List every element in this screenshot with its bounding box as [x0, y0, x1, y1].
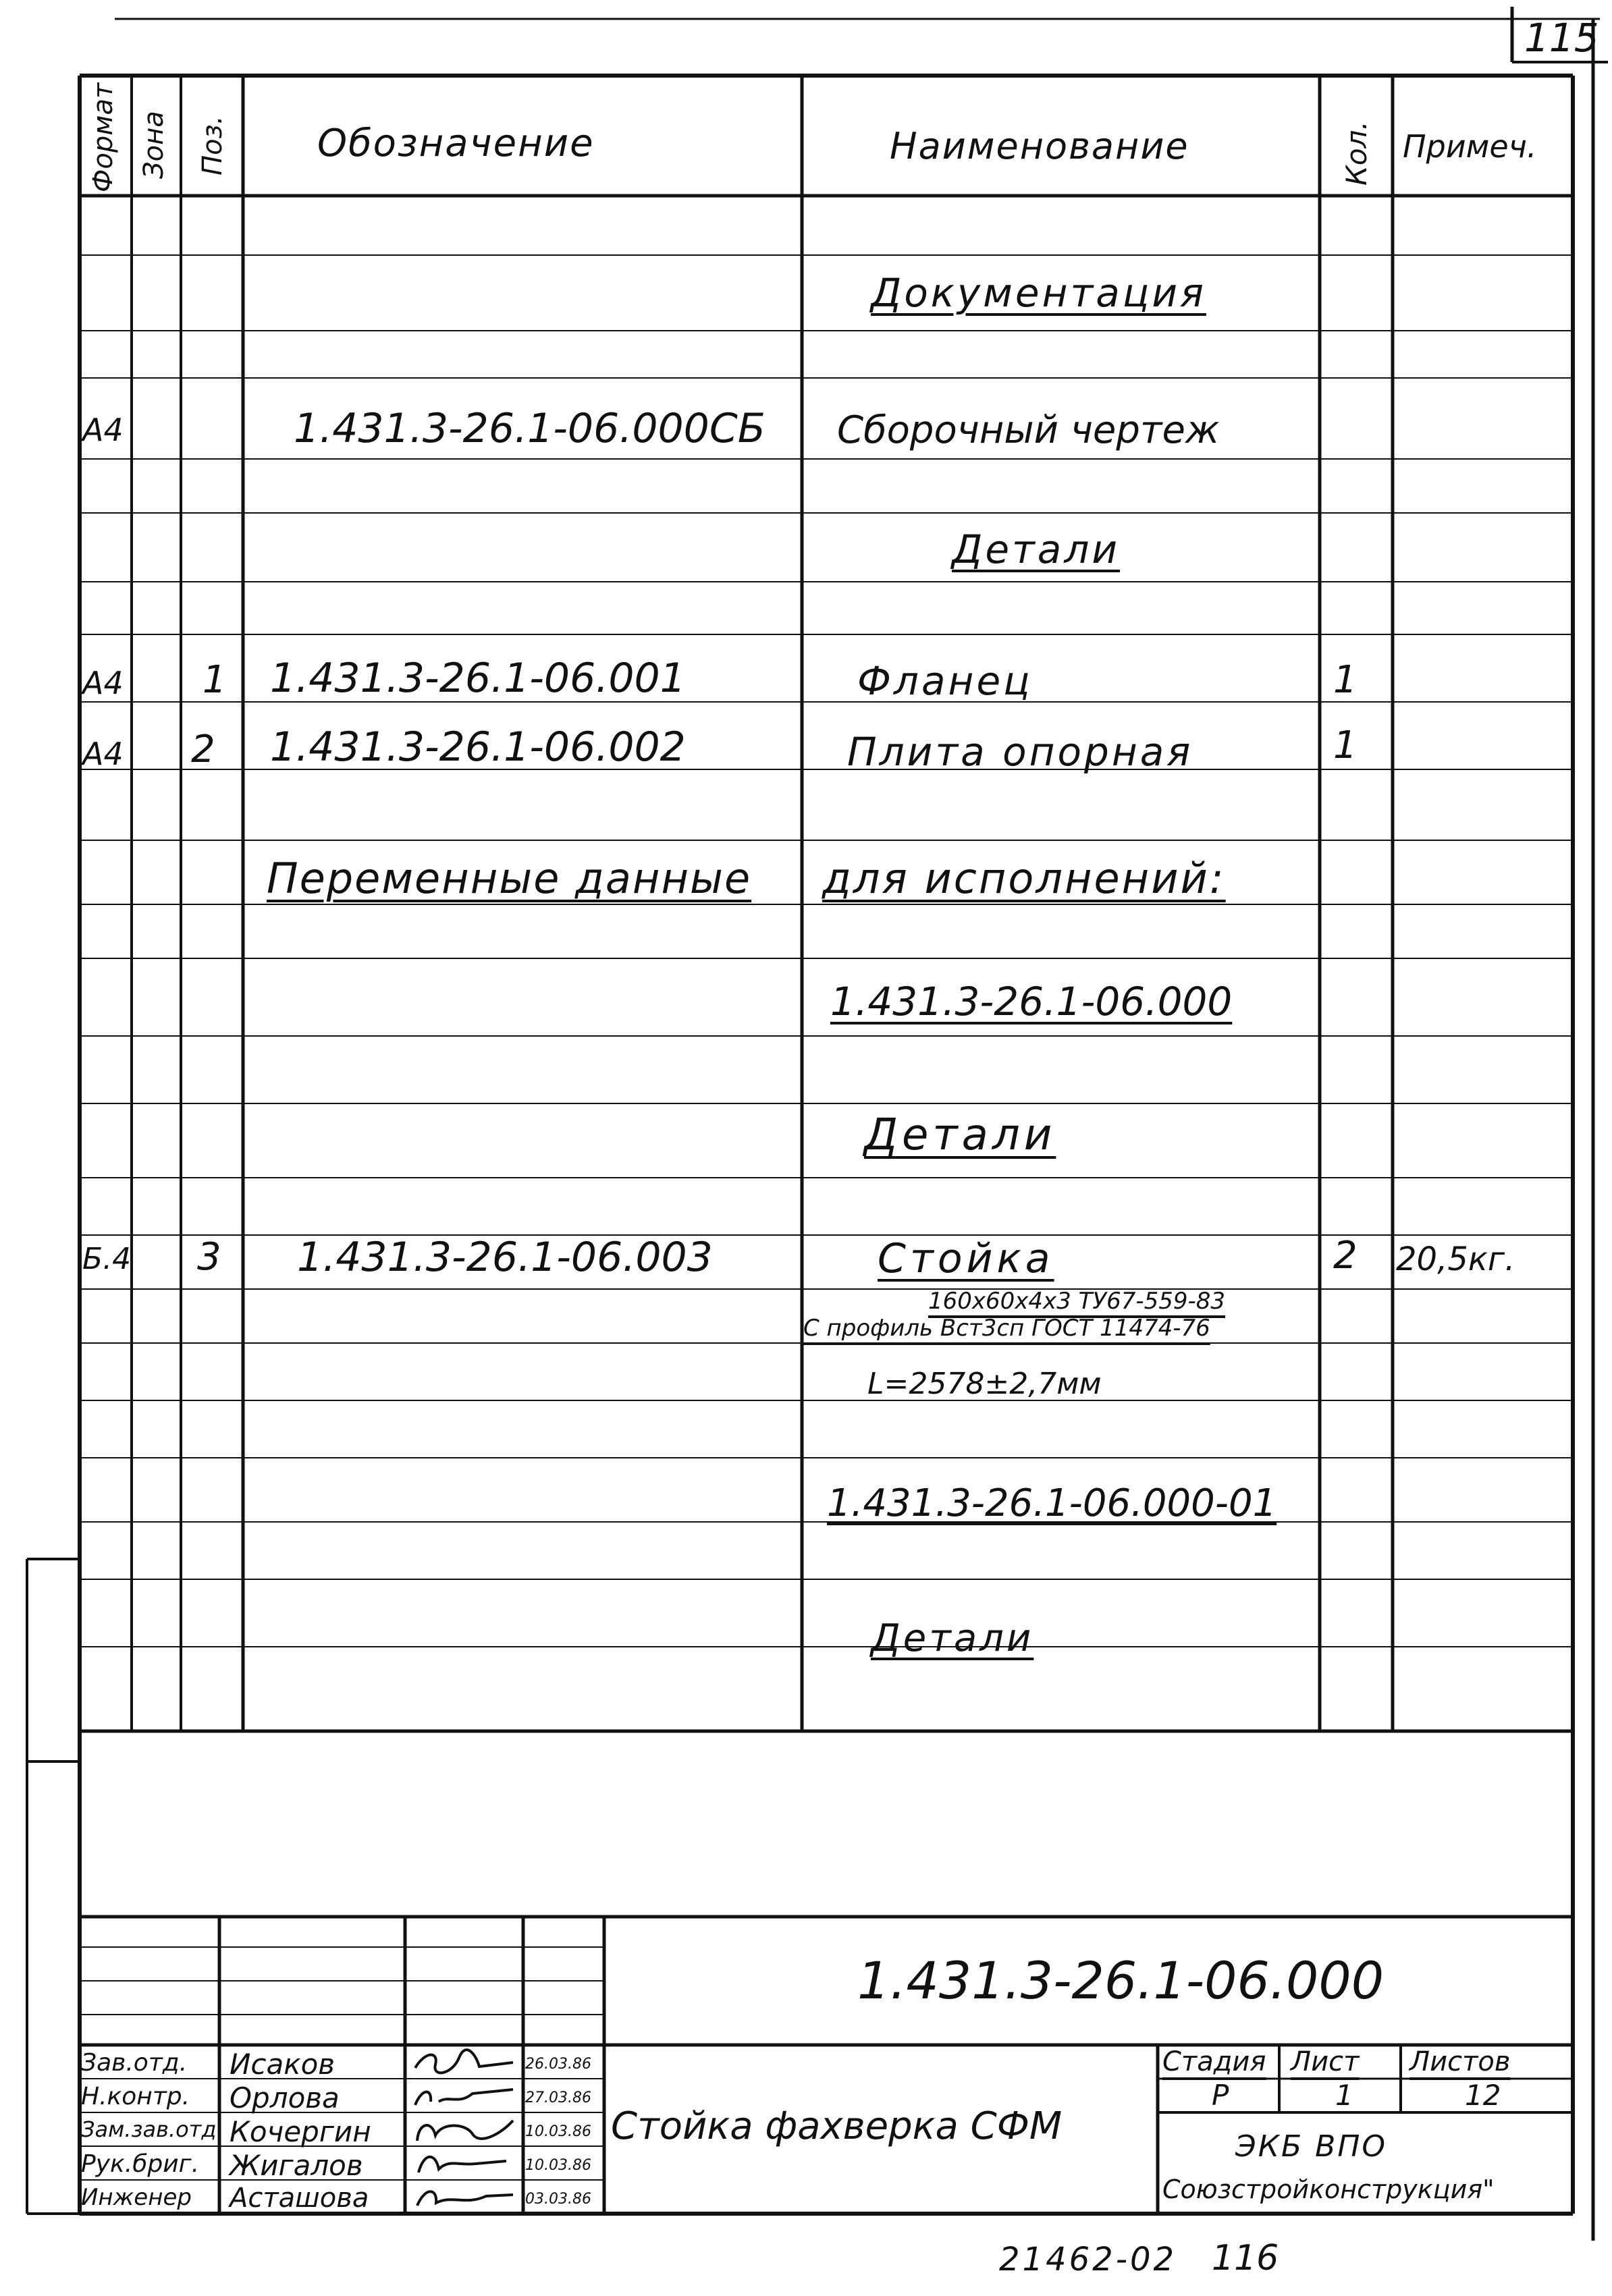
header-pos: Поз. [197, 115, 228, 175]
section-documentation: Документация [871, 270, 1206, 316]
header-name: Наименование [890, 125, 1189, 167]
signer-name-2: Орлова [230, 2081, 340, 2114]
org-line1: ЭКБ ВПО [1235, 2129, 1388, 2164]
item2-qty: 1 [1333, 723, 1358, 767]
signer-role-2: Н.контр. [81, 2083, 190, 2110]
item1-format: А4 [82, 665, 124, 701]
signer-date-5: 03.03.86 [525, 2191, 591, 2208]
signer-date-4: 10.03.86 [525, 2157, 591, 2174]
item3-qty: 2 [1333, 1234, 1358, 1278]
signature-3 [412, 2115, 520, 2145]
item3-format: Б.4 [82, 1242, 132, 1276]
item2-name: Плита опорная [847, 729, 1193, 775]
signer-role-3: Зам.зав.отд [81, 2116, 217, 2142]
footer-page: 116 [1212, 2238, 1279, 2278]
sheet-label: Лист [1291, 2046, 1360, 2077]
item3-designation: 1.431.3-26.1-06.003 [297, 1234, 713, 1281]
header-qty: Кол. [1340, 121, 1373, 186]
variable-data-left: Переменные данные [267, 854, 752, 903]
doc-designation: 1.431.3-26.1-06.000СБ [294, 405, 765, 452]
variant-2: 1.431.3-26.1-06.000-01 [827, 1481, 1277, 1525]
stage-value: Р [1212, 2079, 1229, 2112]
item1-qty: 1 [1333, 658, 1358, 702]
signature-2 [412, 2081, 520, 2112]
item3-spec-line3: L=2578±2,7мм [867, 1367, 1102, 1401]
item1-designation: 1.431.3-26.1-06.001 [270, 655, 686, 702]
variable-data-right: для исполнений: [822, 854, 1226, 903]
item3-spec-line2: С профиль Вст3сп ГОСТ 11474-76 [803, 1315, 1210, 1342]
sheets-label: Листов [1409, 2046, 1511, 2077]
header-designation: Обозначение [317, 121, 595, 165]
header-format: Формат [88, 82, 119, 192]
signer-name-3: Кочергин [230, 2115, 371, 2148]
sheet-number: 115 [1524, 15, 1599, 61]
stage-label: Стадия [1162, 2046, 1266, 2077]
signer-role-4: Рук.бриг. [81, 2150, 200, 2178]
doc-format: А4 [82, 412, 124, 448]
signature-1 [412, 2048, 520, 2078]
sheets-value: 12 [1465, 2079, 1501, 2112]
item3-spec-line1: 160х60х4х3 ТУ67-559-83 [928, 1288, 1226, 1315]
signature-4 [412, 2149, 520, 2179]
document-title: Стойка фахверка СФМ [611, 2104, 1063, 2148]
variant-1: 1.431.3-26.1-06.000 [830, 979, 1233, 1024]
footer-code: 21462-02 [999, 2241, 1177, 2278]
signer-date-3: 10.03.86 [525, 2123, 591, 2140]
signer-date-1: 26.03.86 [525, 2056, 591, 2073]
item2-pos: 2 [191, 728, 215, 771]
signer-name-4: Жигалов [230, 2149, 363, 2182]
item3-pos: 3 [197, 1235, 221, 1279]
sheet-value: 1 [1335, 2079, 1353, 2112]
signer-role-1: Зав.отд. [81, 2049, 188, 2077]
signer-role-5: Инженер [81, 2184, 192, 2211]
section-details-2: Детали [864, 1110, 1056, 1160]
org-line2: Союзстройконструкция" [1162, 2175, 1495, 2204]
item2-designation: 1.431.3-26.1-06.002 [270, 723, 686, 771]
signer-name-1: Исаков [230, 2048, 335, 2081]
signature-5 [412, 2181, 520, 2212]
item1-name: Фланец [857, 658, 1033, 704]
doc-name: Сборочный чертеж [837, 408, 1220, 452]
section-details-1: Детали [952, 526, 1121, 572]
item3-name: Стойка [878, 1235, 1054, 1282]
header-note: Примеч. [1403, 128, 1537, 165]
item2-format: А4 [82, 736, 124, 772]
section-details-3: Детали [871, 1616, 1034, 1660]
document-code: 1.431.3-26.1-06.000 [857, 1950, 1385, 2011]
item1-pos: 1 [203, 658, 227, 702]
signer-name-5: Асташова [230, 2183, 369, 2214]
signer-date-2: 27.03.86 [525, 2089, 591, 2106]
header-zone: Зона [138, 111, 169, 179]
item3-note: 20,5кг. [1396, 1240, 1515, 1278]
